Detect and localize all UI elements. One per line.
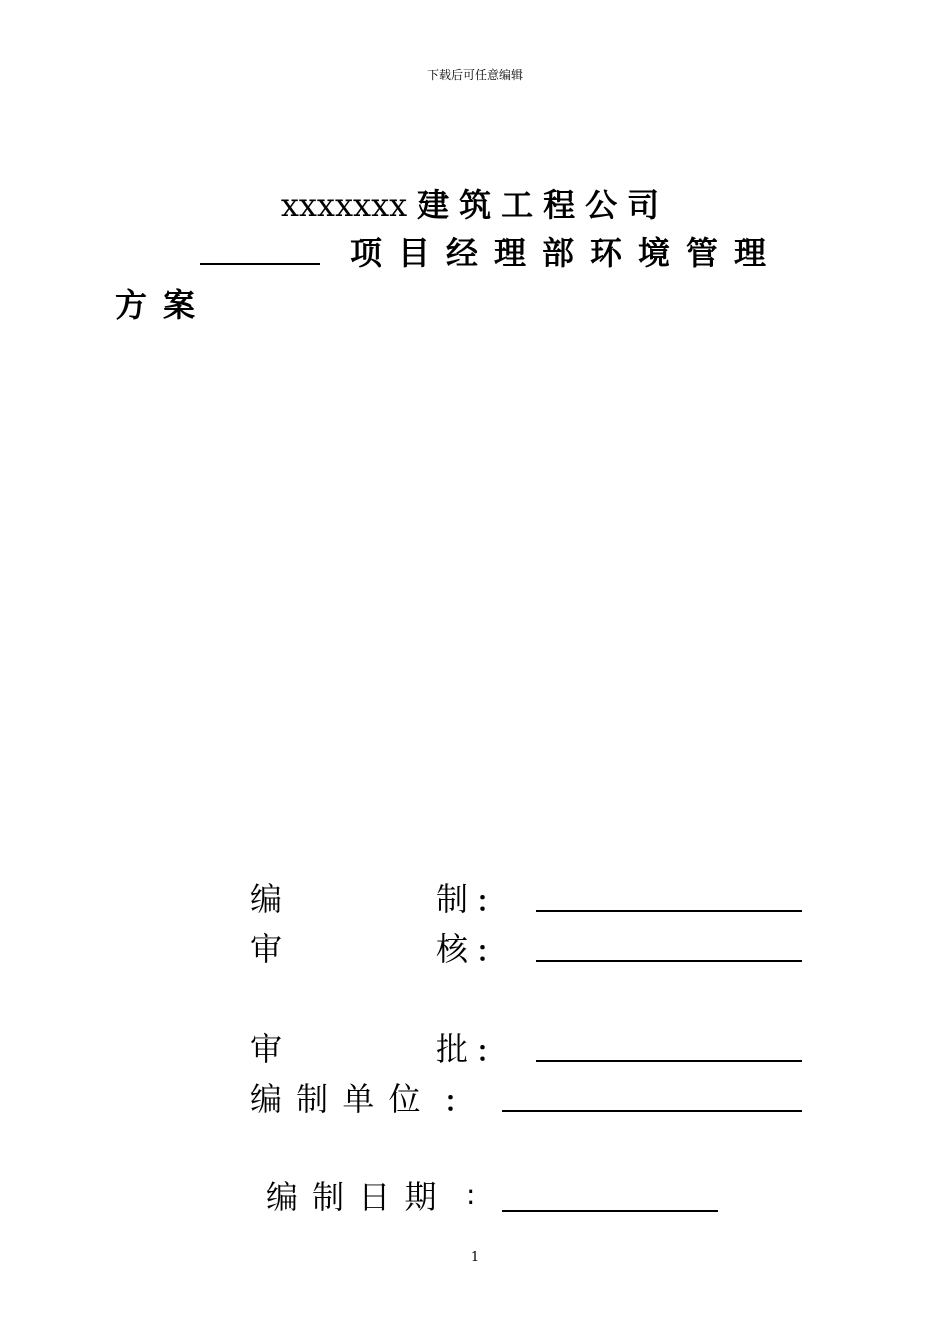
company-name: 建筑工程公司 [417,186,670,224]
approve-label-char2: 批 [436,1030,469,1068]
compile-fill-line [536,910,802,912]
review-label-char1: 审 [250,930,283,968]
page-number: 1 [470,1250,480,1265]
date-label: 编 制 日 期 [266,1178,439,1216]
approve-colon: ： [476,1035,505,1068]
unit-label: 编 制 单 位 [250,1080,423,1118]
unit-fill-line [502,1110,802,1112]
review-colon: ： [476,935,505,968]
date-fill-line [502,1210,718,1212]
compile-label-char1: 编 [250,880,283,918]
approve-label-char1: 审 [250,1030,283,1068]
project-name-blank [200,263,320,265]
plan-title-line2: 项目经理部环境管理 [350,234,783,272]
compile-colon: ： [476,885,505,918]
company-title [0,180,950,226]
date-colon: : [466,1178,476,1211]
review-label-char2: 核 [436,930,469,968]
plan-title-line3: 方案 [115,286,212,324]
review-fill-line [536,960,802,962]
unit-colon: ： [444,1085,473,1118]
approve-fill-line [536,1060,802,1062]
header-note: 下载后可任意编辑 [426,68,523,82]
company-prefix: xxxxxxx [280,186,408,224]
compile-label-char2: 制 [436,880,469,918]
